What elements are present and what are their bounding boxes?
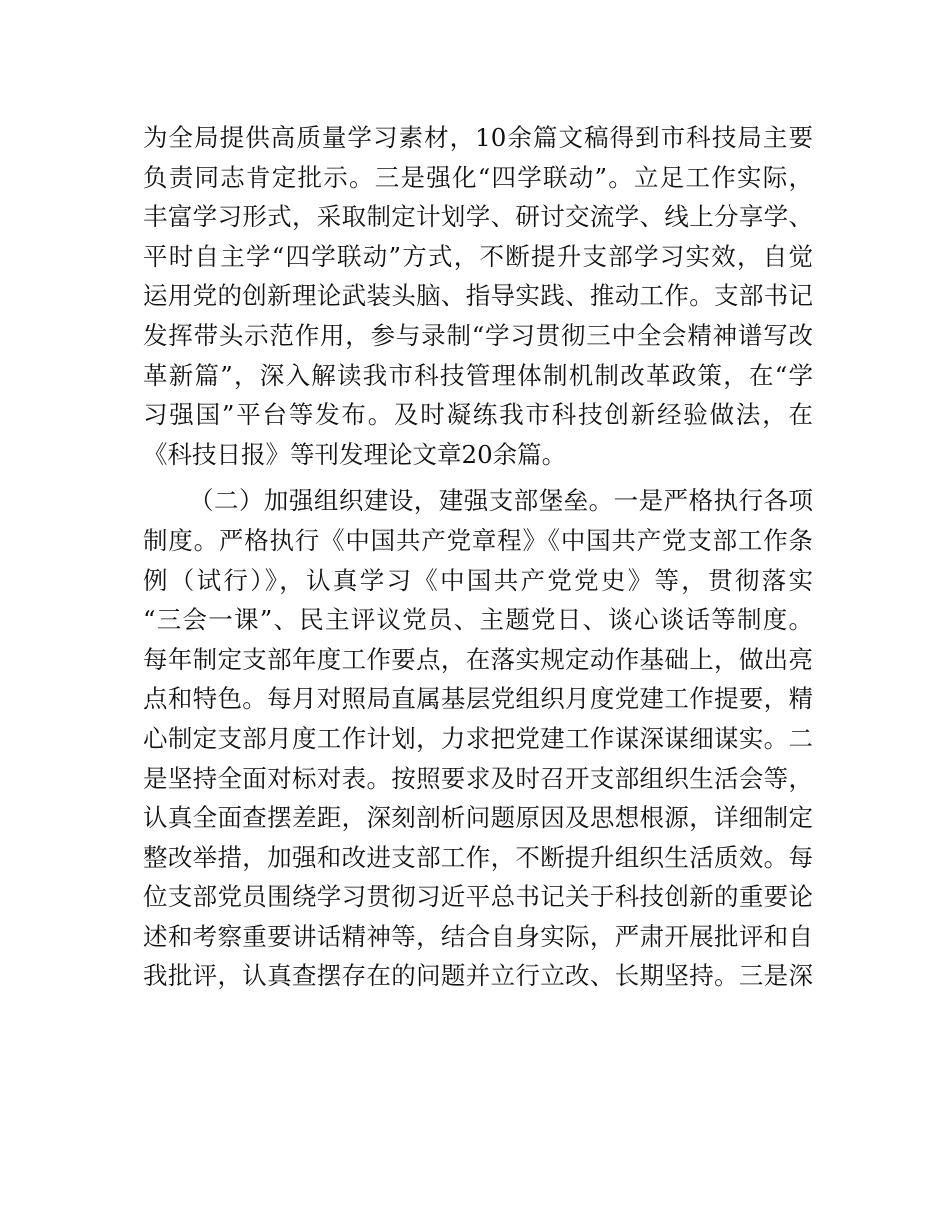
paragraph-line: 平时自主学“四学联动”方式，不断提升支部学习实效，自觉	[143, 241, 813, 271]
paragraph-line: 革新篇”，深入解读我市科技管理体制机制改革政策，在“学	[143, 360, 813, 390]
paragraph-line: 述和考察重要讲话精神等，结合自身实际，严肃开展批评和自	[143, 921, 813, 951]
paragraph-line: 位支部党员围绕学习贯彻习近平总书记关于科技创新的重要论	[143, 882, 813, 912]
section-heading-line: （二）加强组织建设，建强支部堡垒。一是严格执行各项	[189, 486, 813, 516]
paragraph-line: 例（试行）》，认真学习《中国共产党党史》等，贯彻落实	[143, 565, 813, 595]
paragraph-line: 认真全面查摆差距，深刻剖析问题原因及思想根源，详细制定	[143, 803, 813, 833]
paragraph-line: 点和特色。每月对照局直属基层党组织月度党建工作提要，精	[143, 684, 813, 714]
paragraph-line: “三会一课”、民主评议党员、主题党日、谈心谈话等制度。	[143, 605, 813, 635]
paragraph-line: 心制定支部月度工作计划，力求把党建工作谋深谋细谋实。二	[143, 723, 813, 753]
paragraph-2	[143, 481, 813, 996]
paragraph-line: 整改举措，加强和改进支部工作，不断提升组织生活质效。每	[143, 842, 813, 872]
paragraph-1	[143, 118, 813, 474]
document-body	[143, 118, 813, 996]
paragraph-line: 每年制定支部年度工作要点，在落实规定动作基础上，做出亮	[143, 644, 813, 674]
paragraph-line: 丰富学习形式，采取制定计划学、研讨交流学、线上分享学、	[143, 202, 813, 232]
paragraph-line: 制度。严格执行《中国共产党章程》《中国共产党支部工作条	[143, 525, 813, 555]
paragraph-line: 我批评，认真查摆存在的问题并立行立改、长期坚持。三是深	[143, 961, 813, 991]
paragraph-line: 是坚持全面对标对表。按照要求及时召开支部组织生活会等，	[143, 763, 813, 793]
paragraph-line: 为全局提供高质量学习素材，10余篇文稿得到市科技局主要	[143, 123, 813, 152]
paragraph-line: 负责同志肯定批示。三是强化“四学联动”。立足工作实际，	[143, 162, 813, 192]
paragraph-line: 习强国”平台等发布。及时凝练我市科技创新经验做法，在	[143, 400, 813, 430]
paragraph-line: 运用党的创新理论武装头脑、指导实践、推动工作。支部书记	[143, 281, 813, 311]
paragraph-gap	[143, 474, 813, 481]
paragraph-line: 《科技日报》等刊发理论文章20余篇。	[143, 439, 567, 469]
paragraph-line: 发挥带头示范作用，参与录制“学习贯彻三中全会精神谱写改	[143, 320, 813, 350]
